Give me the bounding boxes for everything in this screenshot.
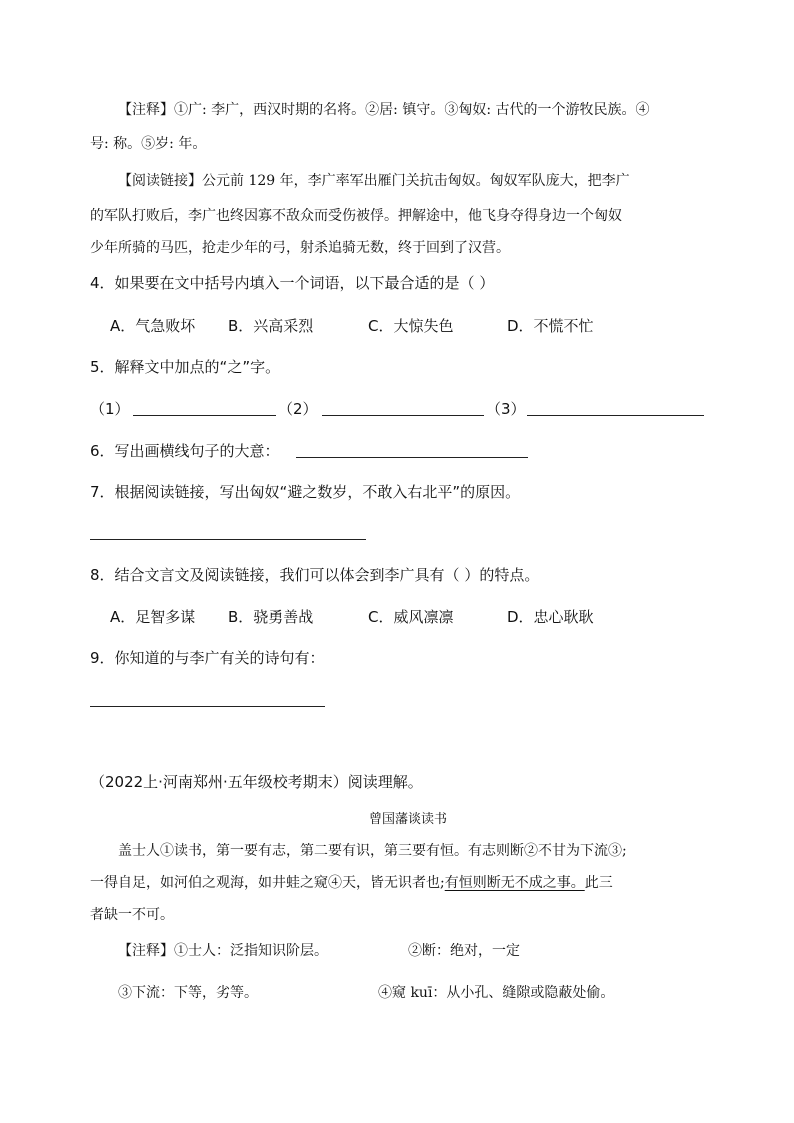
notes-line-1: 【注释】①广: 李广，西汉时期的名将。②居: 镇守。③匈奴: 古代的一个游牧民族。④ xyxy=(118,102,650,118)
passage-line-2 xyxy=(90,873,613,893)
question-6-stem: 6．写出画横线句子的大意： xyxy=(90,442,280,460)
reading-link-line-1: 【阅读链接】公元前 129 年，李广率军出雁门关抗击匈奴。匈奴军队庞大，把李广 xyxy=(118,173,630,189)
q4-option-a[interactable]: A．气急败坏 xyxy=(110,317,196,335)
q8-option-d[interactable]: D．忠心耿耿 xyxy=(507,608,594,626)
passage-title: 曾国藩谈读书 xyxy=(369,812,448,827)
annotation-2: ②断：绝对，一定 xyxy=(408,943,520,959)
q5-answer-line-1[interactable] xyxy=(133,415,276,416)
q5-answer-line-3[interactable] xyxy=(527,415,704,416)
question-5-stem: 5．解释文中加点的“之”字。 xyxy=(90,358,281,376)
passage-line-2-text: 一得自足，如河伯之观海，如井蛙之窥④天，皆无识者也; xyxy=(90,875,445,891)
question-4-stem: 4．如果要在文中括号内填入一个词语，以下最合适的是（ ） xyxy=(90,274,495,292)
q4-option-c[interactable]: C．大惊失色 xyxy=(368,317,454,335)
section-2-header: （2022上·河南郑州·五年级校考期末）阅读理解。 xyxy=(90,773,423,791)
annotation-1: 【注释】①士人：泛指知识阶层。 xyxy=(118,943,328,959)
annotation-3: ③下流：下等，劣等。 xyxy=(118,985,258,1001)
passage-line-1: 盖士人①读书，第一要有志，第二要有识，第三要有恒。有志则断②不甘为下流③; xyxy=(118,843,627,859)
q8-option-c[interactable]: C．威风凛凛 xyxy=(368,608,454,626)
q5-label-1: （1） xyxy=(90,400,130,418)
q4-option-b[interactable]: B．兴高采烈 xyxy=(228,317,314,335)
q8-option-a[interactable]: A．足智多谋 xyxy=(110,608,196,626)
q6-answer-line[interactable] xyxy=(296,457,528,458)
q5-label-2: （2） xyxy=(278,400,318,418)
q8-option-b[interactable]: B．骁勇善战 xyxy=(228,608,314,626)
question-7-stem: 7．根据阅读链接，写出匈奴“避之数岁，不敢入右北平”的原因。 xyxy=(90,483,521,501)
q9-answer-line[interactable] xyxy=(90,706,325,707)
underlined-sentence: 有恒则断无不成之事。 xyxy=(444,875,585,891)
q5-label-3: （3） xyxy=(486,400,526,418)
q4-option-d[interactable]: D．不慌不忙 xyxy=(507,317,594,335)
notes-line-2: 号: 称。⑤岁: 年。 xyxy=(90,136,207,152)
annotation-4: ④窥 kuī：从小孔、缝隙或隐蔽处偷。 xyxy=(378,985,615,1001)
question-8-stem: 8．结合文言文及阅读链接，我们可以体会到李广具有（ ）的特点。 xyxy=(90,566,540,584)
reading-link-line-2: 的军队打败后，李广也终因寡不敌众而受伤被俘。押解途中，他飞身夺得身边一个匈奴 xyxy=(90,208,622,224)
reading-link-line-3: 少年所骑的马匹，抢走少年的弓，射杀追骑无数，终于回到了汉营。 xyxy=(90,240,510,256)
passage-line-2-tail: 此三 xyxy=(584,875,613,891)
q7-answer-line[interactable] xyxy=(90,539,366,540)
question-9-stem: 9．你知道的与李广有关的诗句有： xyxy=(90,649,325,667)
q5-answer-line-2[interactable] xyxy=(322,415,484,416)
passage-line-3: 者缺一不可。 xyxy=(90,907,174,923)
